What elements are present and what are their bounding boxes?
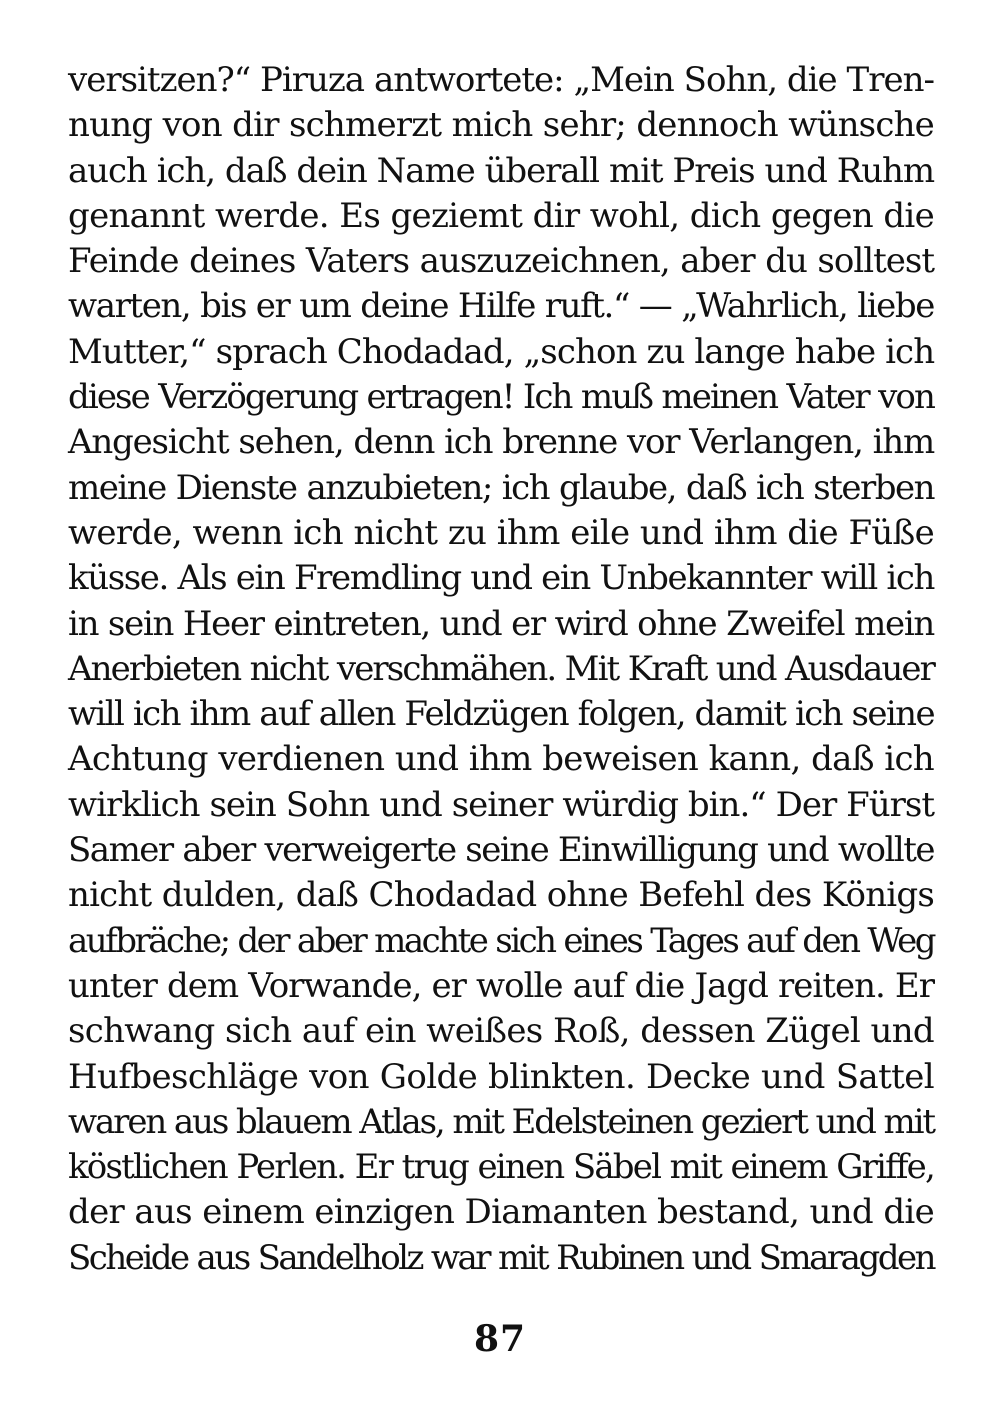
text-line: warten, bis er um deine Hilfe ruft.“ — „Wahrlich, liebe <box>68 286 934 327</box>
text-line: Samer aber verweigerte seine Einwilligung und wollte <box>68 830 934 871</box>
text-line: nicht dulden, daß Chodadad ohne Befehl des Königs <box>68 875 934 916</box>
text-line: Achtung verdienen und ihm beweisen kann, daß ich <box>68 739 934 780</box>
text-line: unter dem Vorwande, er wolle auf die Jagd reiten. Er <box>68 965 934 1006</box>
text-line: küsse. Als ein Fremdling und ein Unbekannter will ich <box>68 558 934 599</box>
text-line: meine Dienste anzubieten; ich glaube, daß ich sterben <box>68 467 934 508</box>
text-line: Feinde deines Vaters auszuzeichnen, aber du solltest <box>68 241 934 282</box>
text-line: genannt werde. Es geziemt dir wohl, dich gegen die <box>68 195 934 236</box>
text-line: schwang sich auf ein weißes Roß, dessen Zügel und <box>68 1011 934 1052</box>
text-line: Anerbieten nicht verschmähen. Mit Kraft und Ausdauer <box>68 648 934 689</box>
text-line: in sein Heer eintreten, und er wird ohne Zweifel mein <box>68 603 934 644</box>
text-line: will ich ihm auf allen Feldzügen folgen, damit ich seine <box>68 694 934 735</box>
text-line: der aus einem einzigen Diamanten bestand, und die <box>68 1192 934 1233</box>
text-line: Angesicht sehen, denn ich brenne vor Verlangen, ihm <box>68 422 934 463</box>
text-line: köstlichen Perlen. Er trug einen Säbel mit einem Griffe, <box>68 1147 934 1188</box>
text-line: Hufbeschläge von Golde blinkten. Decke und Sattel <box>68 1056 934 1097</box>
text-line: Mutter,“ sprach Chodadad, „schon zu lange habe ich <box>68 331 935 372</box>
body-text <box>68 58 934 1281</box>
text-line: versitzen?“ Piruza antwortete: „Mein Sohn, die Tren- <box>68 60 934 100</box>
text-line: aufbräche; der aber machte sich eines Tages auf den Weg <box>68 920 934 961</box>
text-line: werde, wenn ich nicht zu ihm eile und ihm die Füße <box>68 512 934 553</box>
page-number: 87 <box>473 1318 527 1360</box>
text-line: wirklich sein Sohn und seiner würdig bin.“ Der Fürst <box>68 784 934 825</box>
text-line: diese Verzögerung ertragen! Ich muß meinen Vater von <box>68 377 934 418</box>
text-line: auch ich, daß dein Name überall mit Preis und Ruhm <box>68 150 934 191</box>
text-line: Scheide aus Sandelholz war mit Rubinen und Smaragden <box>68 1237 934 1278</box>
text-line: nung von dir schmerzt mich sehr; dennoch wünsche <box>68 105 934 146</box>
text-line: waren aus blauem Atlas, mit Edelsteinen geziert und mit <box>68 1101 934 1142</box>
